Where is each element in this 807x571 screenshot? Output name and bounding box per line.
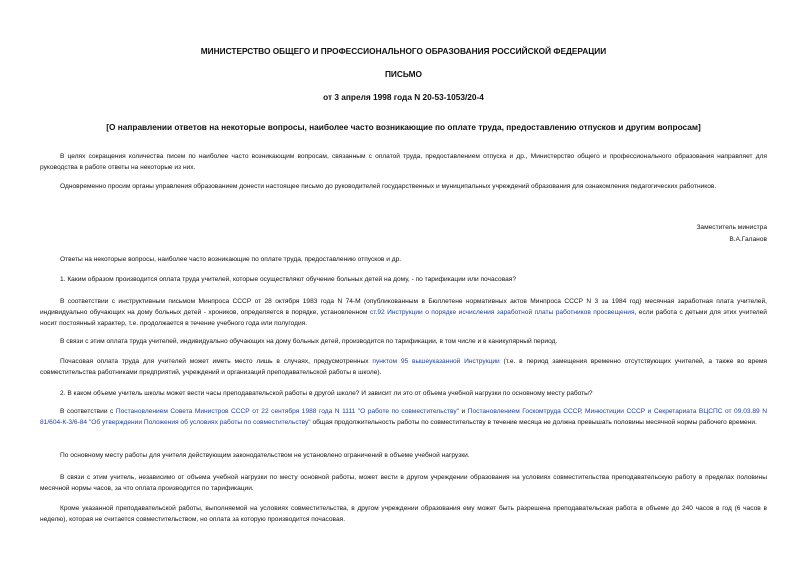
answer-1-paragraph-2: В связи с этим оплата труда учителей, индивидуально обучающих на дому больных детей, производится по тарификации, в том числе и в каникулярный период. [60,338,558,345]
answer-2-paragraph-2: По основному месту работы для учителя действующим законодательством не установлено ограничений в объеме учебной нагрузки. [60,452,470,459]
answers-title: Ответы на некоторые вопросы, наиболее часто возникающие по оплате труда, предоставлению отпусков и др. [60,256,402,263]
answer-2-text-b: и [459,408,468,415]
question-1: 1. Каким образом производится оплата труда учителей, которые осуществляют обучение больных детей на дому, - по тарификации или почасовая? [60,276,517,283]
instruction-point-95-link[interactable]: пунктом 95 вышеуказанной Инструкции [372,358,500,365]
answer-2-paragraph-3: В связи с этим учитель, независимо от объема учебной нагрузки по месту основной работы, может вести в другом учреждении образования на условиях совместительства преподавательскую работу в пределах половины месячной нормы часов, за что оплата производится по тарификации. [40,474,767,492]
council-resolution-link[interactable]: Постановлением Совета Министров СССР от 22 сентября 1988 года N 1111 "О работе по совместительству" [115,408,459,415]
answer-2-paragraph-4: Кроме указанной преподавательской работы, выполняемой на условиях совместительства, в другом учреждении образования ему может быть разрешена преподавательская работа в объеме до 240 часов в год (6 часов в неделю), которая не считается совместительством, но оплата за которую производится почасовая. [40,505,767,523]
document-date-number: от 3 апреля 1998 года N 20-53-1053/20-4 [323,92,484,102]
answer-1-p3-text-a: Почасовая оплата труда для учителей может иметь место лишь в случаях, предусмотренных [60,358,373,365]
intro-paragraph-2: Одновременно просим органы управления образованием донести настоящее письмо до руководителей государственных и муниципальных учреждений образования для ознакомления педагогических работников. [60,183,717,190]
answer-1-text-a: В соответствии с инструктивным письмом Минпроса СССР от 28 октября 1983 года N 74-М (опубликованным в Бюллетене нормативных актов Минпроса СССР N 3 за 1984 год) месячная заработная плата учителей, индивидуально обучающих на дому больных детей - хроников, определяется в порядке, установленном [40,298,767,316]
document-subject: [О направлении ответов на некоторые вопросы, наиболее часто возникающие по оплате труда, предоставлению отпусков и другим вопросам] [106,122,701,132]
answer-2-paragraph-1 [40,406,767,428]
answer-1-paragraph-1 [40,296,767,329]
goskomtrud-resolution-link[interactable]: Постановлением Госкомтруда СССР, Минюстиции СССР и Секретариата ВЦСПС от 09.03.89 N 81/604-К-3/6-84 "Об утверждении Положения об условиях работы по совместительству" [40,408,768,426]
answer-1-paragraph-3 [40,356,767,378]
signature-position: Заместитель министра [696,224,767,231]
ministry-heading: МИНИСТЕРСТВО ОБЩЕГО И ПРОФЕССИОНАЛЬНОГО ОБРАЗОВАНИЯ РОССИЙСКОЙ ФЕДЕРАЦИИ [200,46,607,56]
question-2: 2. В каком объеме учитель школы может вести часы преподавательской работы в другой школе? И зависит ли это от объема учебной нагрузки по основному месту работы? [60,390,593,397]
signature-name: В.А.Галанов [729,236,767,243]
intro-paragraph-1: В целях сокращения количества писем по наиболее часто возникающим вопросам, связанным с оплатой труда, предоставлением отпуска и др., Министерство общего и профессионального образования направляет для руководства в работе ответы на некоторые из них. [40,153,767,171]
document-type: ПИСЬМО [384,69,423,79]
answer-2-text-a: В соответствии с [60,408,116,415]
instruction-article-92-link[interactable]: ст.92 Инструкции о порядке исчисления заработной платы работников просвещения [369,309,635,316]
answer-2-text-c: общая продолжительность работы по совместительству в течение месяца не должна превышать половины месячной нормы рабочего времени. [310,419,757,426]
answer-1-p3-text-b: (т.е. в период замещения временно отсутствующих учителей, а также во время совместительства работниками предприятий, учреждений и организаций преподавательской работы в школе). [40,358,767,376]
answer-1-text-b: , если работа с детьми для этих учителей носит постоянный характер, т.е. продолжается в течение учебного года или полугодия. [40,309,767,327]
